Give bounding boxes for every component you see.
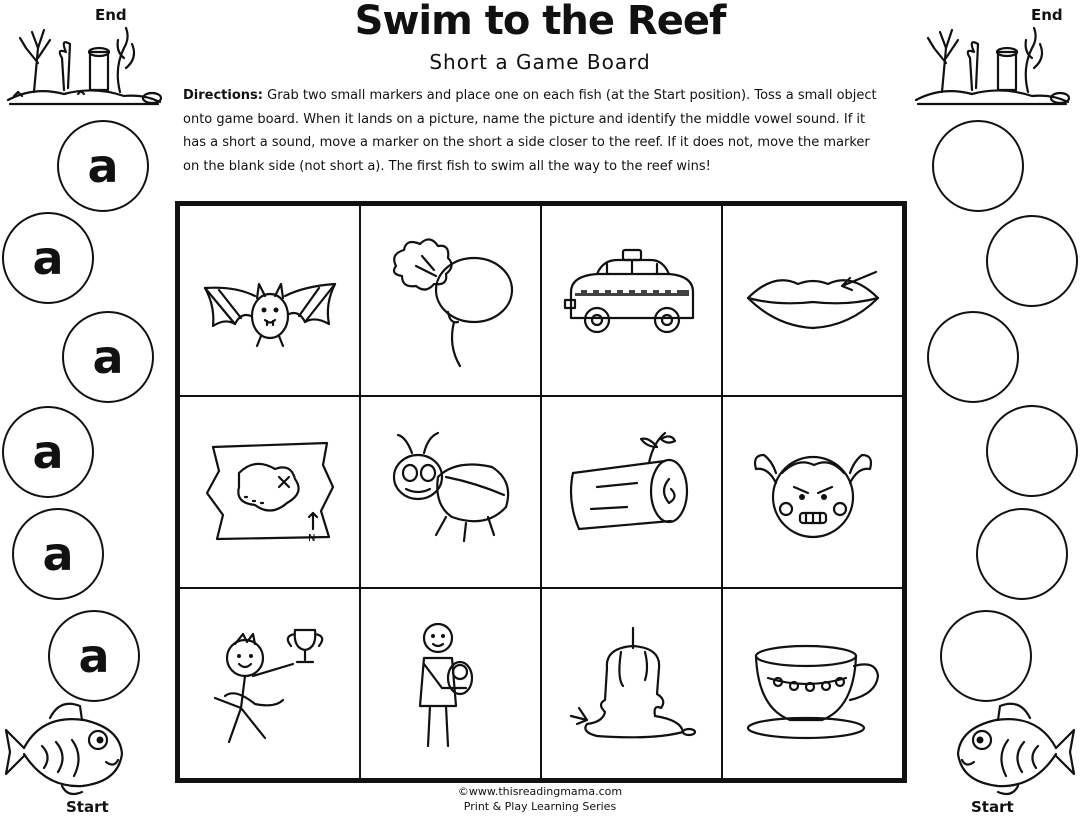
reef-icon bbox=[912, 8, 1072, 108]
series-text: Print & Play Learning Series bbox=[463, 800, 617, 813]
not-short-a-space-5[interactable] bbox=[986, 215, 1078, 307]
board-cell-ball[interactable] bbox=[360, 205, 541, 396]
end-label-left: End bbox=[95, 6, 127, 24]
fish-icon bbox=[950, 696, 1078, 800]
log-icon bbox=[557, 417, 707, 567]
board-cell-teacup[interactable] bbox=[722, 588, 903, 779]
bat-icon bbox=[195, 226, 345, 376]
board-cell-map[interactable] bbox=[179, 396, 360, 587]
directions-body: Grab two small markers and place one on each fish (at the Start position). Toss a small object onto game board. When it lands on a picture, name the picture and identify the middle vowel sound. If it has a short a sound, move a marker on the short a side closer to the reef. If it does not, move the marker on the blank side (not short a). The first fish to swim all the way to the reef wins! bbox=[183, 88, 877, 174]
board-cell-dad[interactable] bbox=[360, 588, 541, 779]
not-short-a-space-4[interactable] bbox=[927, 311, 1019, 403]
end-label-right: End bbox=[1031, 6, 1063, 24]
start-label-left: Start bbox=[66, 798, 109, 816]
directions-text bbox=[183, 84, 883, 178]
bug-icon bbox=[376, 417, 526, 567]
board-cell-bat[interactable] bbox=[179, 205, 360, 396]
game-board bbox=[175, 201, 907, 783]
not-short-a-space-3[interactable] bbox=[986, 405, 1078, 497]
board-cell-candle[interactable] bbox=[541, 588, 722, 779]
board-cell-taxi[interactable] bbox=[541, 205, 722, 396]
board-cell-lips[interactable] bbox=[722, 205, 903, 396]
reef-icon bbox=[4, 8, 164, 108]
page-title: Swim to the Reef bbox=[354, 0, 726, 44]
page-subtitle: Short a Game Board bbox=[429, 50, 651, 74]
treasure-map-icon bbox=[195, 417, 345, 567]
short-a-space-2[interactable]: a bbox=[12, 508, 104, 600]
girl-face-icon bbox=[738, 417, 888, 567]
man-with-baby-icon bbox=[376, 608, 526, 758]
short-a-space-3[interactable]: a bbox=[2, 406, 94, 498]
short-a-space-1[interactable]: a bbox=[48, 610, 140, 702]
svg-text:N: N bbox=[307, 532, 315, 544]
teacup-icon bbox=[738, 608, 888, 758]
board-cell-girl[interactable] bbox=[722, 396, 903, 587]
board-cell-boy-trophy[interactable] bbox=[179, 588, 360, 779]
short-a-space-5[interactable]: a bbox=[2, 212, 94, 304]
fish-icon bbox=[2, 696, 130, 800]
copyright-text: ©www.thisreadingmama.com bbox=[457, 785, 623, 798]
board-cell-bug[interactable] bbox=[360, 396, 541, 587]
short-a-space-6[interactable]: a bbox=[57, 120, 149, 212]
not-short-a-space-1[interactable] bbox=[940, 610, 1032, 702]
not-short-a-space-2[interactable] bbox=[976, 508, 1068, 600]
taxi-cab-icon bbox=[557, 226, 707, 376]
ball-icon bbox=[376, 226, 526, 376]
melted-candle-icon bbox=[557, 608, 707, 758]
not-short-a-space-6[interactable] bbox=[932, 120, 1024, 212]
board-cell-log[interactable] bbox=[541, 396, 722, 587]
boy-with-trophy-icon bbox=[195, 608, 345, 758]
short-a-space-4[interactable]: a bbox=[62, 311, 154, 403]
lips-icon bbox=[738, 226, 888, 376]
start-label-right: Start bbox=[971, 798, 1014, 816]
directions-label: Directions: bbox=[183, 88, 263, 103]
